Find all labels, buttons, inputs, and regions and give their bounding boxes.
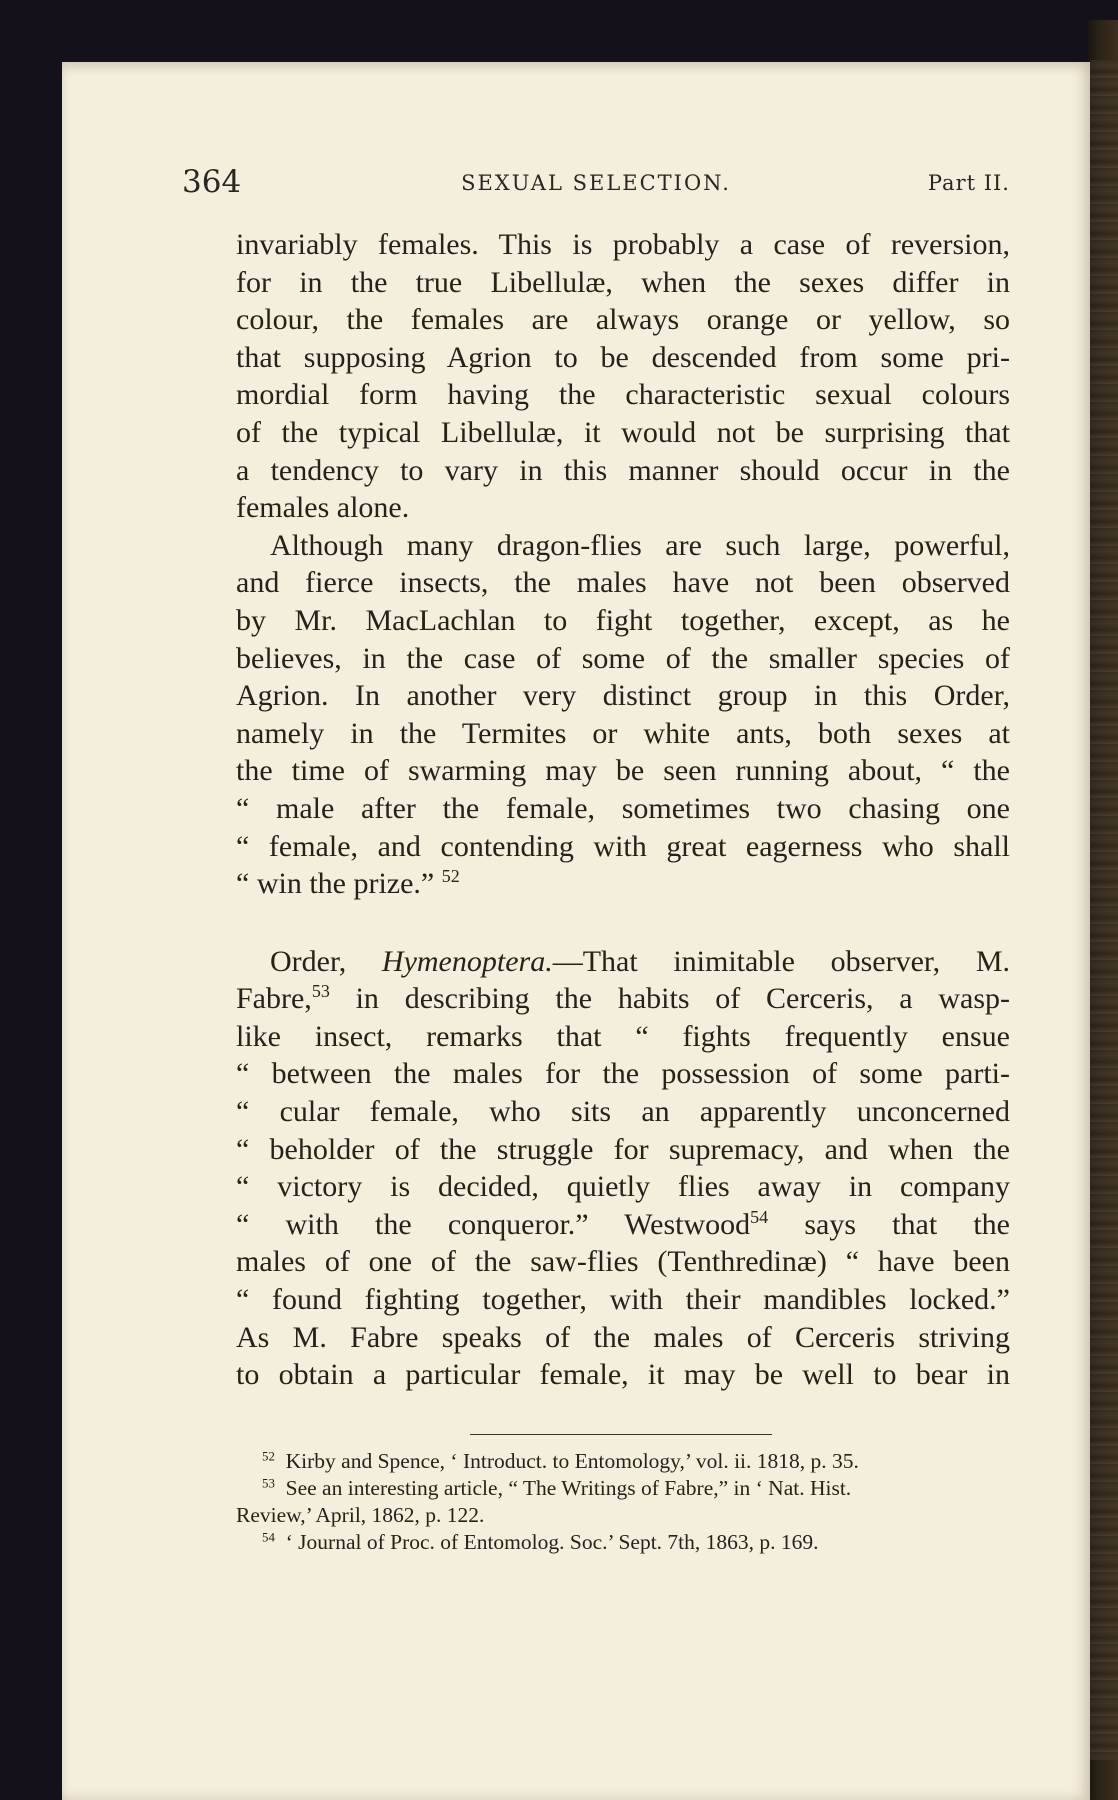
text-line: believes, in the case of some of the smaller species of [236, 641, 1010, 675]
footnote-text: ‘ Journal of Proc. of Entomolog. Soc.’ Sept. 7th, 1863, p. 169. [285, 1530, 819, 1554]
text-line: “ between the males for the possession of some parti- [236, 1057, 1010, 1091]
order-name: Hymenoptera. [381, 944, 553, 978]
body-text [236, 226, 1010, 1394]
text-line [236, 865, 1010, 903]
footnote-divider [470, 1434, 772, 1435]
footnote-line [236, 1448, 1010, 1475]
footnote-54 [236, 1529, 1010, 1556]
order-label: Order, [270, 944, 382, 978]
text-line [236, 1206, 1010, 1244]
footnote-number: 52 [262, 1449, 275, 1464]
text-line: “ female, and contending with great eagerness who shall [236, 829, 1010, 863]
text-line-content: “ with the conqueror.” Westwood [236, 1207, 751, 1241]
text-line: “ victory is decided, quietly flies away in company [236, 1170, 1010, 1204]
footnote-52 [236, 1448, 1010, 1475]
footnote-line [236, 1475, 1010, 1502]
page-number: 364 [182, 164, 242, 200]
footnotes [236, 1448, 1010, 1556]
text-line: As M. Fabre speaks of the males of Cerceris striving [236, 1320, 1010, 1354]
page-header [182, 162, 1010, 202]
text-line [236, 980, 1010, 1018]
paragraph-3 [236, 943, 1010, 1394]
text-line: males of one of the saw-flies (Tenthredinæ) “ have been [236, 1245, 1010, 1279]
footnote-number: 54 [262, 1530, 275, 1545]
text-line-content: says that the [768, 1207, 1010, 1241]
text-line: like insect, remarks that “ fights frequently ensue [236, 1019, 1010, 1053]
running-title: SEXUAL SELECTION. [461, 171, 731, 195]
text-line [236, 943, 1010, 981]
text-line: “ cular female, who sits an apparently unconcerned [236, 1095, 1010, 1129]
paragraph-2 [236, 527, 1010, 903]
text-line: mordial form having the characteristic sexual colours [236, 378, 1010, 412]
text-line: the time of swarming may be seen running about, “ the [236, 754, 1010, 788]
text-line: namely in the Termites or white ants, both sexes at [236, 716, 1010, 750]
text-line: a tendency to vary in this manner should occur in the [236, 453, 1010, 487]
footnote-ref-54: 54 [750, 1207, 769, 1228]
text-line: of the typical Libellulæ, it would not be surprising that [236, 415, 1010, 449]
footnote-ref-53: 53 [311, 981, 330, 1002]
footnote-line [236, 1529, 1010, 1556]
text-line-content: in describing the habits of Cerceris, a wasp- [329, 982, 1010, 1016]
paragraph-1 [236, 226, 1010, 527]
footnote-number: 53 [262, 1476, 275, 1491]
text-line: and fierce insects, the males have not been observed [236, 566, 1010, 600]
text-line: “ male after the female, sometimes two chasing one [236, 791, 1010, 825]
text-line: invariably females. This is probably a case of reversion, [236, 228, 1010, 261]
part-label: Part II. [927, 171, 1010, 195]
text-line-content: —That inimitable observer, M. [552, 944, 1010, 978]
footnote-ref-52: 52 [441, 866, 460, 887]
text-line: for in the true Libellulæ, when the sexes differ in [236, 265, 1010, 299]
footnote-text: See an interesting article, “ The Writings of Fabre,” in ‘ Nat. Hist. [285, 1476, 852, 1500]
text-line: “ beholder of the struggle for supremacy, and when the [236, 1132, 1010, 1166]
footnote-53 [236, 1475, 1010, 1529]
text-line: colour, the females are always orange or yellow, so [236, 303, 1010, 337]
text-line: “ found fighting together, with their mandibles locked.” [236, 1283, 1010, 1317]
text-line-content: Fabre, [236, 982, 312, 1016]
text-line-content: “ win the prize.” [236, 867, 435, 901]
book-spine-texture [1090, 60, 1118, 1760]
text-line: females alone. [236, 491, 410, 525]
text-line: by Mr. MacLachlan to fight together, except, as he [236, 603, 1010, 637]
footnote-line: Review,’ April, 1862, p. 122. [236, 1503, 485, 1527]
section-gap [236, 903, 1010, 943]
text-line: to obtain a particular female, it may be well to bear in [236, 1358, 1010, 1392]
text-line: Agrion. In another very distinct group in this Order, [236, 679, 1010, 713]
text-line: Although many dragon-flies are such large, powerful, [270, 528, 1010, 562]
footnote-text: Kirby and Spence, ‘ Introduct. to Entomology,’ vol. ii. 1818, p. 35. [285, 1449, 859, 1473]
text-line: that supposing Agrion to be descended from some pri- [236, 340, 1010, 374]
